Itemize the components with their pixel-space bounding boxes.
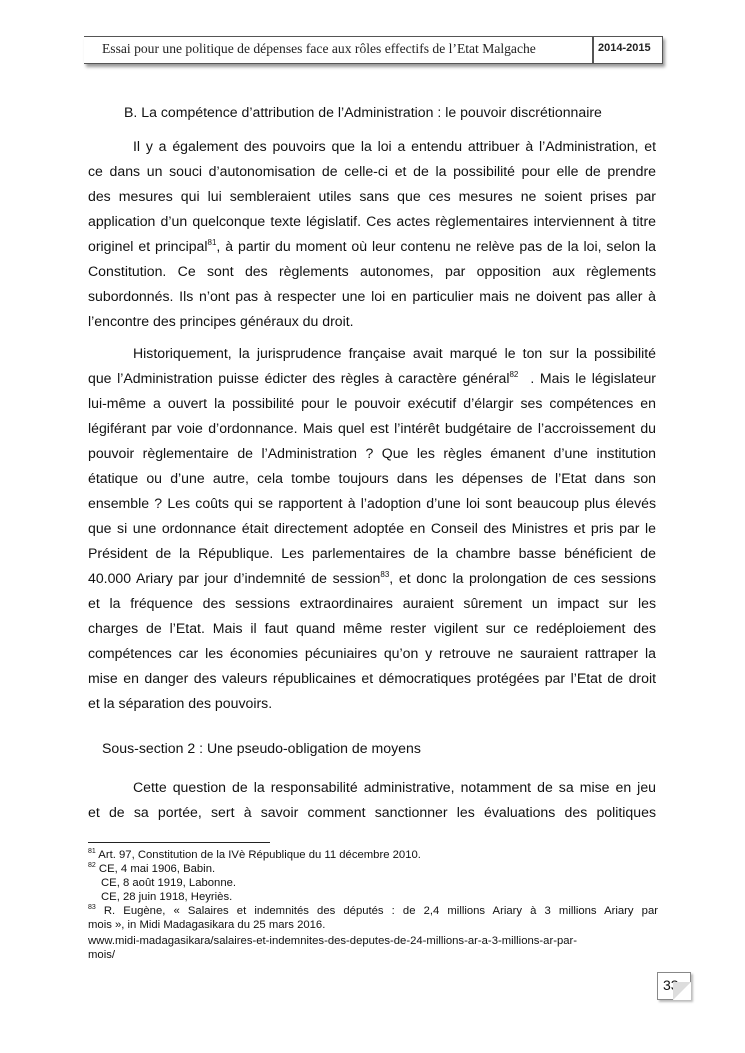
body-line: lui-même a ouvert la possibilité pour le pouvoir exécutif d’élargir ses compétences en <box>88 395 656 411</box>
footnote-ref-82: 82 <box>509 370 519 379</box>
footnote-number: 81 <box>88 848 96 855</box>
footnote-number: 83 <box>88 904 96 911</box>
body-line: ce dans un souci d’autonomisation de celle-ci et de la possibilité pour elle de prendre <box>88 163 656 179</box>
body-line: ensemble ? Les coûts qui se rapportent à l’adoption d’une loi sont beaucoup plus élevés <box>88 495 656 511</box>
body-line: Président de la République. Les parlementaires de la chambre basse bénéficient de <box>88 545 656 561</box>
body-line: application d’un quelconque texte législatif. Ces actes règlementaires interviennent à titre <box>88 213 656 229</box>
body-text: 40.000 Ariary par jour d’indemnité de session <box>88 570 381 586</box>
footnote-83-line: mois », in Midi Madagasikara du 25 mars 2016. <box>88 919 326 931</box>
body-text: originel et principal <box>88 238 208 254</box>
footnote-83-url: mois/ <box>88 949 115 961</box>
footnote-82-line: CE, 28 juin 1918, Heyriès. <box>101 891 233 903</box>
page-curl-icon <box>673 982 691 1000</box>
body-text: que l’Administration puisse édicter des règles à caractère général <box>88 370 510 386</box>
footnote-82-line: CE, 8 août 1919, Labonne. <box>101 877 237 889</box>
page-number-box <box>657 972 691 1000</box>
body-line: charges de l’Etat. Mais il faut quand même rester vigilent sur ce redéploiement des <box>88 620 656 636</box>
footnote-text: R. Eugène, « Salaires et indemnités des députés : de 2,4 millions Ariary à 3 millions Ariary par <box>95 905 658 917</box>
footnote-text: Art. 97, Constitution de la IVè République du 11 décembre 2010. <box>95 849 421 861</box>
body-line: mise en danger des valeurs républicaines et démocratiques protégées par l’Etat de droit <box>88 670 656 686</box>
body-line: Constitution. Ce sont des règlements autonomes, par opposition aux règlements <box>88 263 656 279</box>
body-line: l’encontre des principes généraux du droit. <box>88 313 354 329</box>
body-line: légiférant par voie d’ordonnance. Mais quel est l’intérêt budgétaire de l’accroissement du <box>88 420 656 436</box>
footnote-ref-81: 81 <box>207 238 217 247</box>
body-line: que si une ordonnance était directement adoptée en Conseil des Ministres et pris par le <box>88 520 656 536</box>
footnote-separator <box>88 842 270 843</box>
footnote-82 <box>88 862 658 876</box>
body-line: Il y a également des pouvoirs que la loi a entendu attribuer à l’Administration, et <box>133 138 656 154</box>
subsection-heading: Sous-section 2 : Une pseudo-obligation de moyens <box>102 740 421 756</box>
body-line: et la séparation des pouvoirs. <box>88 695 273 711</box>
body-line <box>88 369 656 387</box>
body-line: et la fréquence des sessions extraordinaires auraient sûrement un impact sur les <box>88 595 656 611</box>
body-line: Historiquement, la jurisprudence française avait marqué le ton sur la possibilité <box>133 345 656 361</box>
section-heading: B. La compétence d’attribution de l’Administration : le pouvoir discrétionnaire <box>124 104 602 120</box>
body-line <box>88 569 656 587</box>
body-line: et de sa portée, sert à savoir comment sanctionner les évaluations des politiques <box>88 804 656 820</box>
footnote-81 <box>88 848 658 862</box>
body-line: compétences car les économies pécuniaires qu’on y retrouve ne sauraient rattraper la <box>88 645 656 661</box>
body-line: subordonnés. Ils n’ont pas à respecter une loi en particulier mais ne doivent pas aller à <box>88 288 656 304</box>
body-text: . Mais le législateur <box>530 370 656 386</box>
footnote-83 <box>88 904 658 918</box>
body-line: Cette question de la responsabilité administrative, notamment de sa mise en jeu <box>133 779 656 795</box>
page-number: 33 <box>663 977 679 993</box>
body-text: , et donc la prolongation de ces sessions <box>389 570 656 586</box>
footnote-ref-83: 83 <box>380 570 390 579</box>
footnote-83-url: www.midi-madagasikara/salaires-et-indemnites-des-deputes-de-24-millions-ar-a-3-millions-ar-par- <box>88 935 578 947</box>
header-divider <box>592 37 594 63</box>
body-line: pouvoir règlementaire de l’Administration ? Que les règles émanent d’une institution <box>88 445 656 461</box>
body-line <box>88 237 656 255</box>
footnote-number: 82 <box>88 862 96 869</box>
body-text: , à partir du moment où leur contenu ne relève pas de la loi, selon la <box>216 238 656 254</box>
body-line: étatique ou d’une autre, cela tombe toujours dans les dépenses de l’Etat dans son <box>88 470 656 486</box>
running-header <box>84 36 663 64</box>
footnote-text: CE, 4 mai 1906, Babin. <box>95 863 216 875</box>
header-title: Essai pour une politique de dépenses face aux rôles effectifs de l’Etat Malgache <box>102 41 536 56</box>
header-year: 2014-2015 <box>598 42 651 54</box>
body-line: des mesures qui lui sembleraient utiles sans que ces mesures ne soient prises par <box>88 188 656 204</box>
